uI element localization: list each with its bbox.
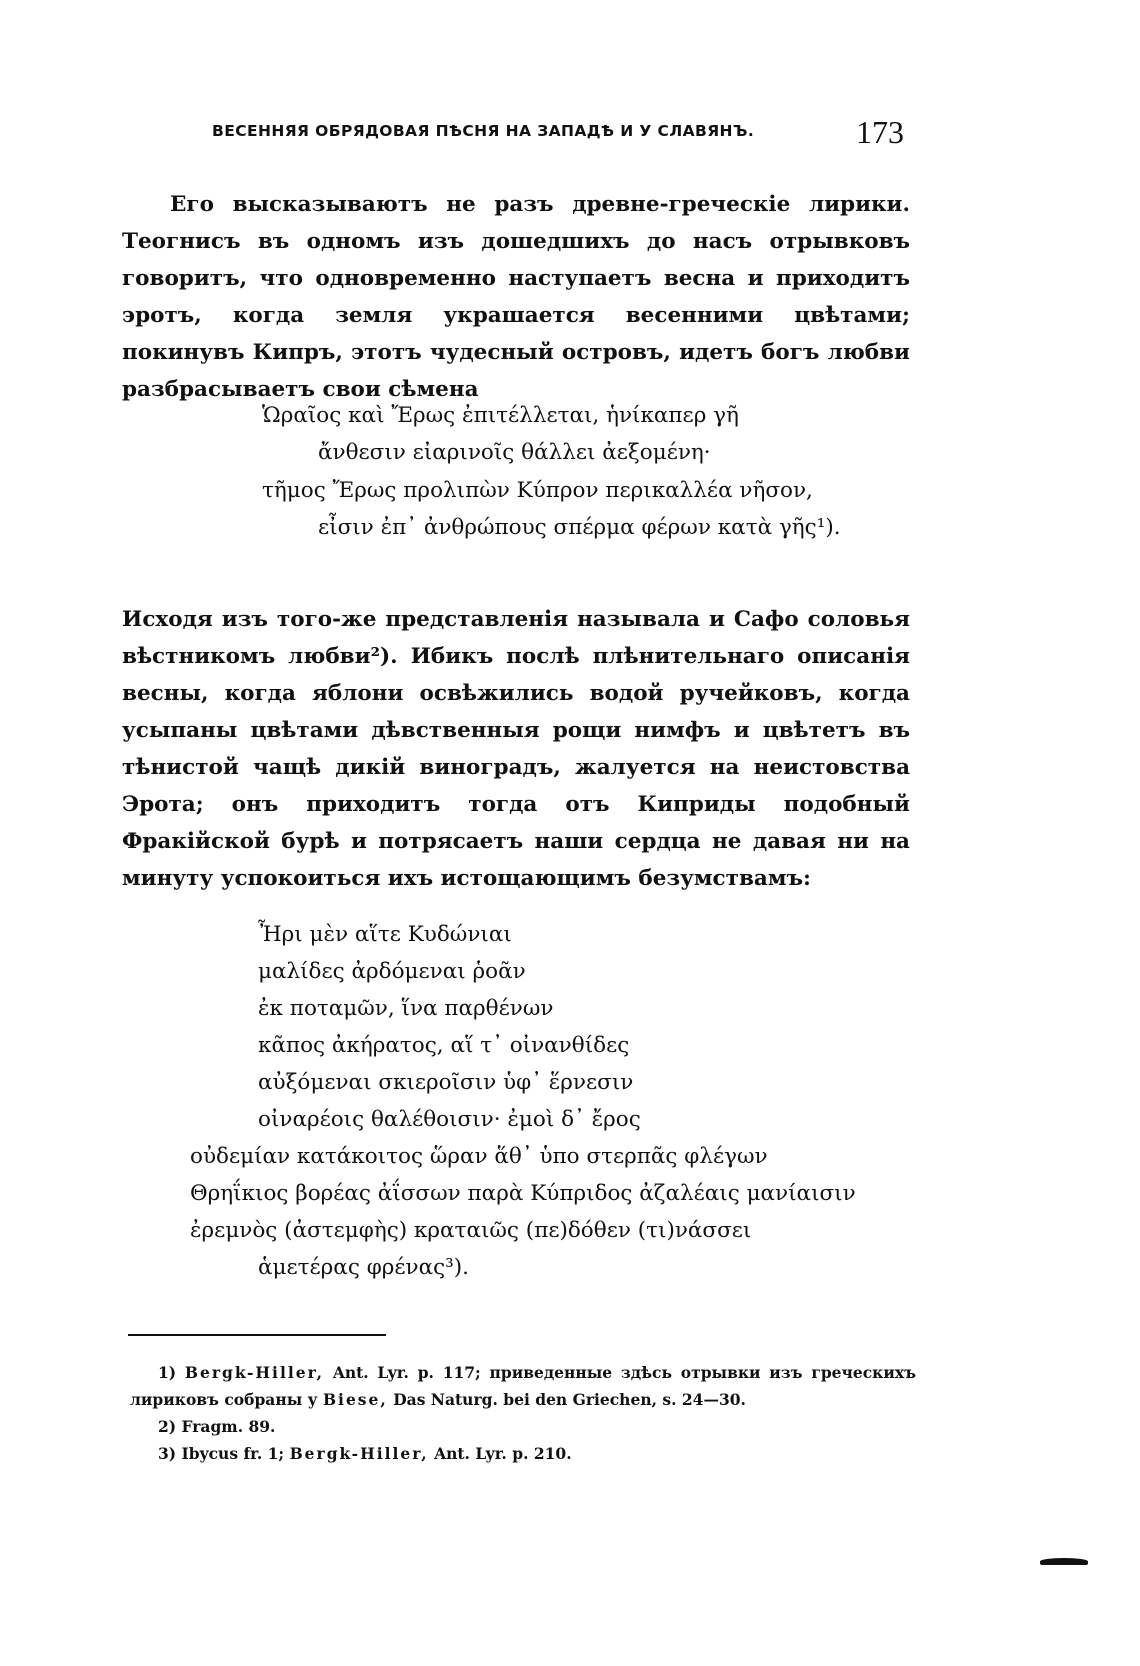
footnote-1 xyxy=(130,1359,916,1413)
footnote-ref: Ant. Lyr. p. 210. xyxy=(434,1444,572,1463)
author-name: Bergk-Hiller, xyxy=(184,1363,325,1382)
body-paragraph-2: Исходя изъ того-же представленія называла и Сафо соловья вѣстникомъ любви²). Ибикъ послѣ плѣнительнаго описанія весны, когда яблони освѣжились водой ручейковъ, когда усыпаны цвѣтами дѣвственныя рощи нимфъ и цвѣтетъ въ тѣнистой чащѣ дикій виноградъ, жалуется на неистовства Эрота; онъ приходитъ тогда отъ Киприды подобный Фракійской бурѣ и потрясаетъ наши сердца не давая ни на минуту успокоиться ихъ истощающимъ безумствамъ: xyxy=(122,607,910,891)
greek-quote-1-line: τῆμος Ἔρως προλιπὼν Κύπρον περικαλλέα νῆσον, xyxy=(262,478,813,503)
greek-quote-2-line: κᾶπος ἀκήρατος, αἵ τ᾽ οἰνανθίδες xyxy=(258,1033,630,1058)
greek-quote-2-line: ἁμετέρας φρένας³). xyxy=(258,1255,470,1280)
author-name: Biese, xyxy=(322,1390,388,1409)
author-name: Bergk-Hiller, xyxy=(289,1444,429,1463)
greek-quote-2-line: ἐρεμνὸς (ἀστεμφὴς) κραταιῶς (πε)δόθεν (τι)νάσσει xyxy=(190,1218,752,1243)
footnote-ref: Das Naturg. bei den Griechen, s. 24—30. xyxy=(393,1390,746,1409)
body-paragraph-1: Его высказываютъ не разъ древне-греческіе лирики. Теогнисъ въ одномъ изъ дошедшихъ до насъ отрывковъ говоритъ, что одновременно наступаетъ весна и приходитъ эротъ, когда земля украшается весенними цвѣтами; покинувъ Кипръ, этотъ чудесный островъ, идетъ богъ любви разбрасываетъ свои сѣмена xyxy=(122,192,910,402)
footnote-separator xyxy=(128,1334,386,1336)
greek-quote-2-line: οἰναρέοις θαλέθοισιν· ἐμοὶ δ᾽ ἔρος xyxy=(258,1107,641,1132)
greek-quote-2-line: αὐξόμεναι σκιεροῖσιν ὑφ᾽ ἕρνεσιν xyxy=(258,1070,634,1095)
greek-quote-1-line: ἄνθεσιν εἰαρινοῖς θάλλει ἀεξομένη· xyxy=(318,440,711,465)
greek-quote-1-line: εἶσιν ἐπ᾽ ἀνθρώπους σπέρμα φέρων κατὰ γῆς¹). xyxy=(318,515,841,540)
page-edge-mark xyxy=(1040,1558,1088,1565)
greek-quote-2-line: Ἦρι μὲν αἵτε Κυδώνιαι xyxy=(258,922,512,947)
footnote-ref: Ant. Lyr. p. 117; приведенные здѣсь отрывки изъ греческихъ лириковъ собраны у xyxy=(130,1363,917,1409)
greek-quote-1-line: Ὡραῖος καὶ Ἔρως ἐπιτέλλεται, ἡνίκαπερ γῆ xyxy=(262,403,739,428)
footnote-marker: 1) xyxy=(158,1363,177,1382)
footnote-2: 2) Fragm. 89. xyxy=(158,1417,276,1436)
footnote-ref: 3) Ibycus fr. 1; xyxy=(158,1444,285,1463)
greek-quote-2-line: Θρηΐκιος βορέας ἀΐσσων παρὰ Κύπριδος ἀζαλέαις μανίαισιν xyxy=(190,1181,856,1206)
greek-quote-2-line: οὐδεμίαν κατάκοιτος ὥραν ἅθ᾽ ὑπο στερπᾶς φλέγων xyxy=(190,1144,768,1169)
greek-quote-2-line: μαλίδες ἀρδόμεναι ῥοᾶν xyxy=(258,959,526,984)
footnote-3 xyxy=(158,1440,944,1467)
running-header: ВЕСЕННЯЯ ОБРЯДОВАЯ ПѢСНЯ НА ЗАПАДѢ И У СЛАВЯНЪ. xyxy=(212,122,755,140)
greek-quote-2-line: ἐκ ποταμῶν, ἵνα παρθένων xyxy=(258,996,554,1021)
page-number: 173 xyxy=(856,114,904,150)
